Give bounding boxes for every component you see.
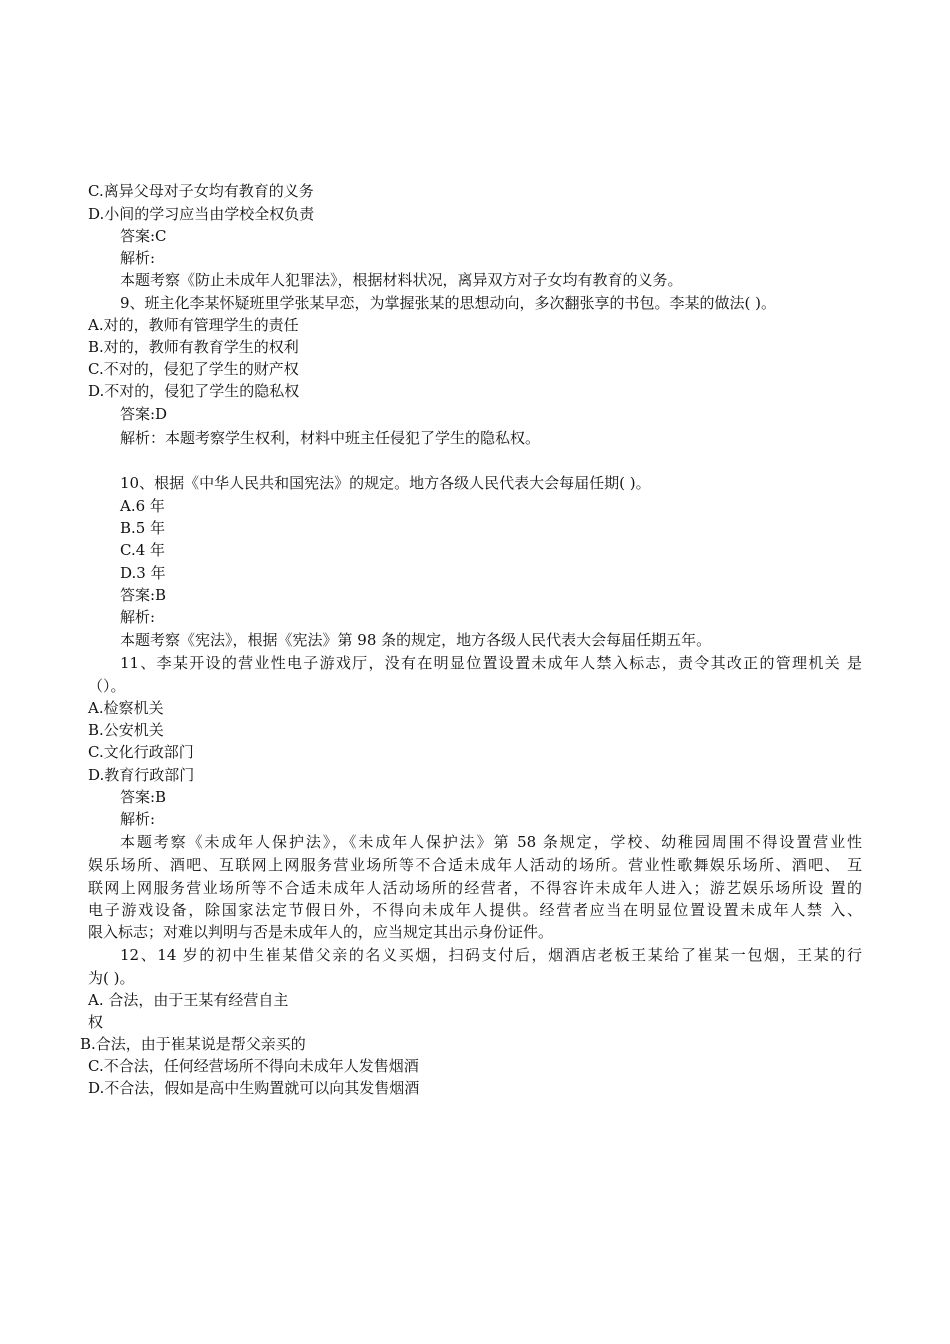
question-12-line-2: 为( )。 [88, 969, 135, 987]
option-b-q12: B.合法，由于崔某说是帮父亲买的 [80, 1035, 306, 1053]
option-b-q10: B.5 年 [120, 519, 166, 537]
analysis-label-q10: 解析: [120, 608, 156, 626]
analysis-q11-line-3: 联网上网服务营业场所等不合适未成年人活动场所的经营者，不得容许未成年人进入；游艺娱乐场所设 置的 [88, 879, 862, 897]
option-a-q11: A.检察机关 [88, 699, 164, 717]
analysis-q11-line-2: 娱乐场所、酒吧、互联网上网服务营业场所等不合适未成年人活动的场所。营业性歌舞娱乐场所、酒吧、 互 [88, 856, 862, 874]
question-11-line-1: 11、李某开设的营业性电子游戏厅，没有在明显位置设置未成年人禁入标志，责令其改正的管理机关 是 [120, 654, 862, 672]
option-a-q10: A.6 年 [120, 497, 165, 515]
option-d-q9: D.不对的，侵犯了学生的隐私权 [88, 382, 300, 400]
analysis-q11-line-1: 本题考察《未成年人保护法》，《未成年人保护法》第 58 条规定，学校、幼稚园周围不得设置营业性 [120, 833, 862, 851]
analysis-q9: 解析：本题考察学生权利，材料中班主任侵犯了学生的隐私权。 [120, 429, 541, 447]
analysis-label-q11: 解析: [120, 810, 156, 828]
option-b-q11: B.公安机关 [88, 721, 164, 739]
answer-q10: 答案:B [120, 586, 167, 604]
analysis-q11-line-4: 电子游戏设备，除国家法定节假日外，不得向未成年人提供。经营者应当在明显位置设置未成年人禁 入、 [88, 901, 862, 919]
answer-q9: 答案:D [120, 405, 168, 423]
option-c-q8: C.离异父母对子女均有教育的义务 [88, 182, 314, 200]
question-12-line-1: 12、14 岁的初中生崔某借父亲的名义买烟，扫码支付后，烟酒店老板王某给了崔某一包烟，王某的行 [120, 946, 862, 964]
analysis-text-q10: 本题考察《宪法》，根据《宪法》第 98 条的规定，地方各级人民代表大会每届任期五年。 [120, 631, 712, 649]
analysis-q11-line-5: 限入标志；对难以判明与否是未成年人的，应当规定其出示身份证件。 [88, 923, 554, 941]
option-c-q12: C.不合法，任何经营场所不得向未成年人发售烟酒 [88, 1057, 419, 1075]
option-a-q12-wrap: 权 [88, 1013, 104, 1031]
option-b-q9: B.对的，教师有教育学生的权利 [88, 338, 299, 356]
option-d-q8: D.小间的学习应当由学校全权负责 [88, 205, 315, 223]
question-10: 10、根据《中华人民共和国宪法》的规定。地方各级人民代表大会每届任期( )。 [120, 474, 651, 492]
analysis-label-q8: 解析: [120, 249, 156, 267]
question-11-line-2: （）。 [88, 677, 126, 695]
option-a-q12: A. 合法，由于王某有经营自主 [88, 991, 289, 1009]
option-c-q10: C.4 年 [120, 541, 166, 559]
option-d-q12: D.不合法，假如是高中生购置就可以向其发售烟酒 [88, 1079, 420, 1097]
answer-q11: 答案:B [120, 788, 167, 806]
option-c-q9: C.不对的，侵犯了学生的财产权 [88, 360, 299, 378]
question-9: 9、班主化李某怀疑班里学张某早恋，为掌握张某的思想动向，多次翻张享的书包。李某的做法( )。 [120, 294, 777, 312]
option-d-q11: D.教育行政部门 [88, 766, 195, 784]
option-c-q11: C.文化行政部门 [88, 743, 194, 761]
answer-q8: 答案:C [120, 227, 167, 245]
analysis-text-q8: 本题考察《防止未成年人犯罪法》，根据材料状况，离异双方对子女均有教育的义务。 [120, 271, 683, 289]
option-d-q10: D.3 年 [120, 564, 166, 582]
option-a-q9: A.对的，教师有管理学生的责任 [88, 316, 299, 334]
